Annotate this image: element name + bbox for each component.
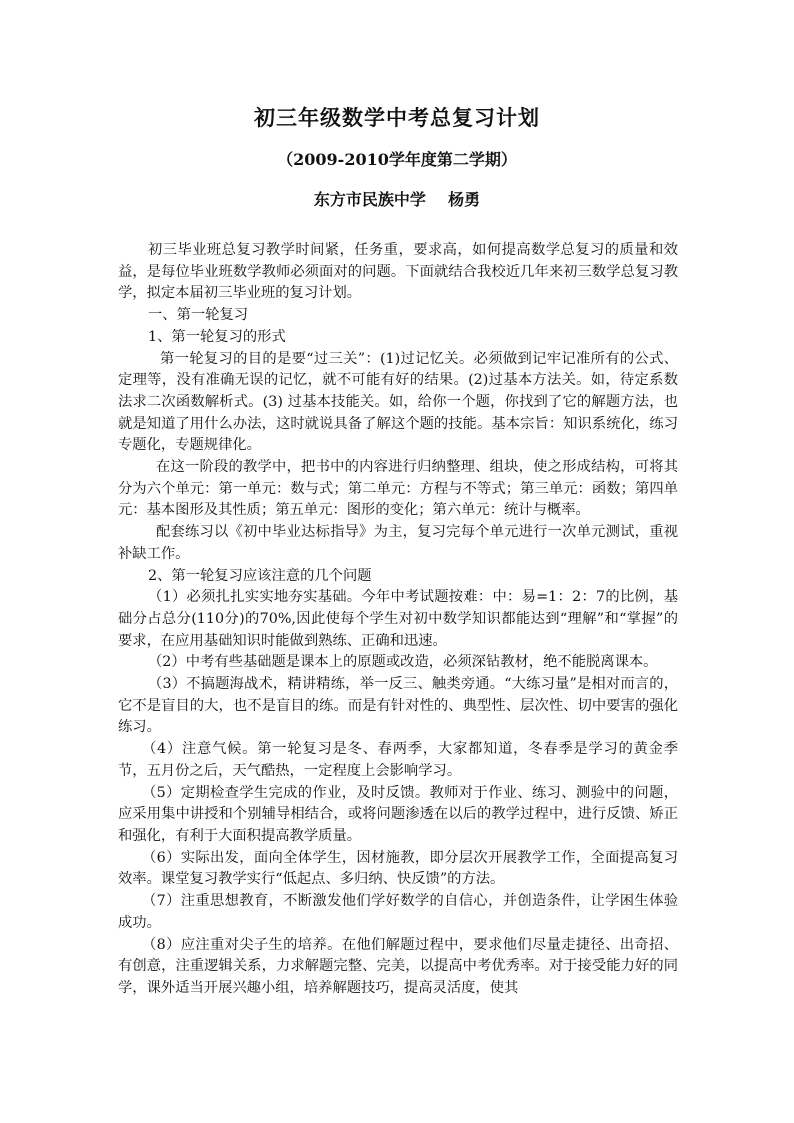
body-paragraph: 在这一阶段的教学中，把书中的内容进行归纳整理、组块，使之形成结构，可将其分为六个单元：第一单元：数与式；第二单元：方程与不等式；第三单元：函数；第四单元：基本图形及其性质；第五单元：图形的变化；第六单元：统计与概率。 bbox=[118, 459, 678, 519]
list-item: （5）定期检查学生完成的作业，及时反馈。教师对于作业、练习、测验中的问题，应采用集中讲授和个别辅导相结合，或将问题渗透在以后的教学过程中，进行反馈、矫正和强化，有利于大面积提高教学质量。 bbox=[118, 784, 678, 844]
subsection-heading: 2、第一轮复习应该注意的几个问题 bbox=[148, 567, 372, 584]
document-subtitle: （2009-2010学年度第二学期） bbox=[277, 150, 517, 169]
list-item: （1）必须扎扎实实地夯实基础。今年中考试题按难：中：易=1：2：7的比例，基础分占总分(110分)的70%,因此使每个学生对初中数学知识都能达到“理解”和“掌握”的要求，在应用基础知识时能做到熟练、正确和迅速。 bbox=[118, 589, 678, 649]
list-item: （8）应注重对尖子生的培养。在他们解题过程中，要求他们尽量走捷径、出奇招、有创意，注重逻辑关系，力求解题完整、完美，以提高中考优秀率。对于接受能力好的同学，课外适当开展兴趣小组，培养解题技巧，提高灵活度，使其 bbox=[118, 936, 678, 996]
list-item: （3）不搞题海战术，精讲精练，举一反三、触类旁通。“大练习量”是相对而言的，它不是盲目的大，也不是盲目的练。而是有针对性的、典型性、层次性、切中要害的强化练习。 bbox=[118, 676, 678, 736]
document-author: 东方市民族中学 杨勇 bbox=[313, 190, 481, 209]
section-heading: 一、第一轮复习 bbox=[148, 307, 249, 324]
list-item: （6）实际出发，面向全体学生，因材施教，即分层次开展教学工作，全面提高复习效率。课堂复习教学实行“低起点、多归纳、快反馈”的方法。 bbox=[118, 849, 678, 888]
body-paragraph: 配套练习以《初中毕业达标指导》为主，复习完每个单元进行一次单元测试，重视补缺工作。 bbox=[118, 524, 678, 562]
document-title: 初三年级数学中考总复习计划 bbox=[254, 105, 540, 130]
list-item: （4）注意气候。第一轮复习是冬、春两季，大家都知道，冬春季是学习的黄金季节，五月份之后，天气酷热，一定程度上会影响学习。 bbox=[118, 741, 678, 779]
list-item: （7）注重思想教育，不断激发他们学好数学的自信心，并创造条件，让学困生体验成功。 bbox=[118, 893, 678, 931]
list-item: （2）中考有些基础题是课本上的原题或改造，必须深钻教材，绝不能脱离课本。 bbox=[148, 654, 658, 671]
intro-paragraph: 初三毕业班总复习教学时间紧，任务重，要求高，如何提高数学总复习的质量和效益，是每位毕业班数学教师必须面对的问题。下面就结合我校近几年来初三数学总复习教学，拟定本届初三毕业班的复习计划。 bbox=[118, 242, 678, 302]
body-paragraph: 第一轮复习的目的是要“过三关”：(1)过记忆关。必须做到记牢记准所有的公式、定理等，没有准确无误的记忆，就不可能有好的结果。(2)过基本方法关。如，待定系数法求二次函数解析式。(3) 过基本技能关。如，给你一个题，你找到了它的解题方法，也就是知道了用什么办法，这时就说具备了解这个题的技能。基本宗旨：知识系统化，练习专题化，专题规律化。 bbox=[118, 350, 678, 454]
document-body bbox=[118, 240, 678, 1000]
subsection-heading: 1、第一轮复习的形式 bbox=[148, 328, 286, 345]
